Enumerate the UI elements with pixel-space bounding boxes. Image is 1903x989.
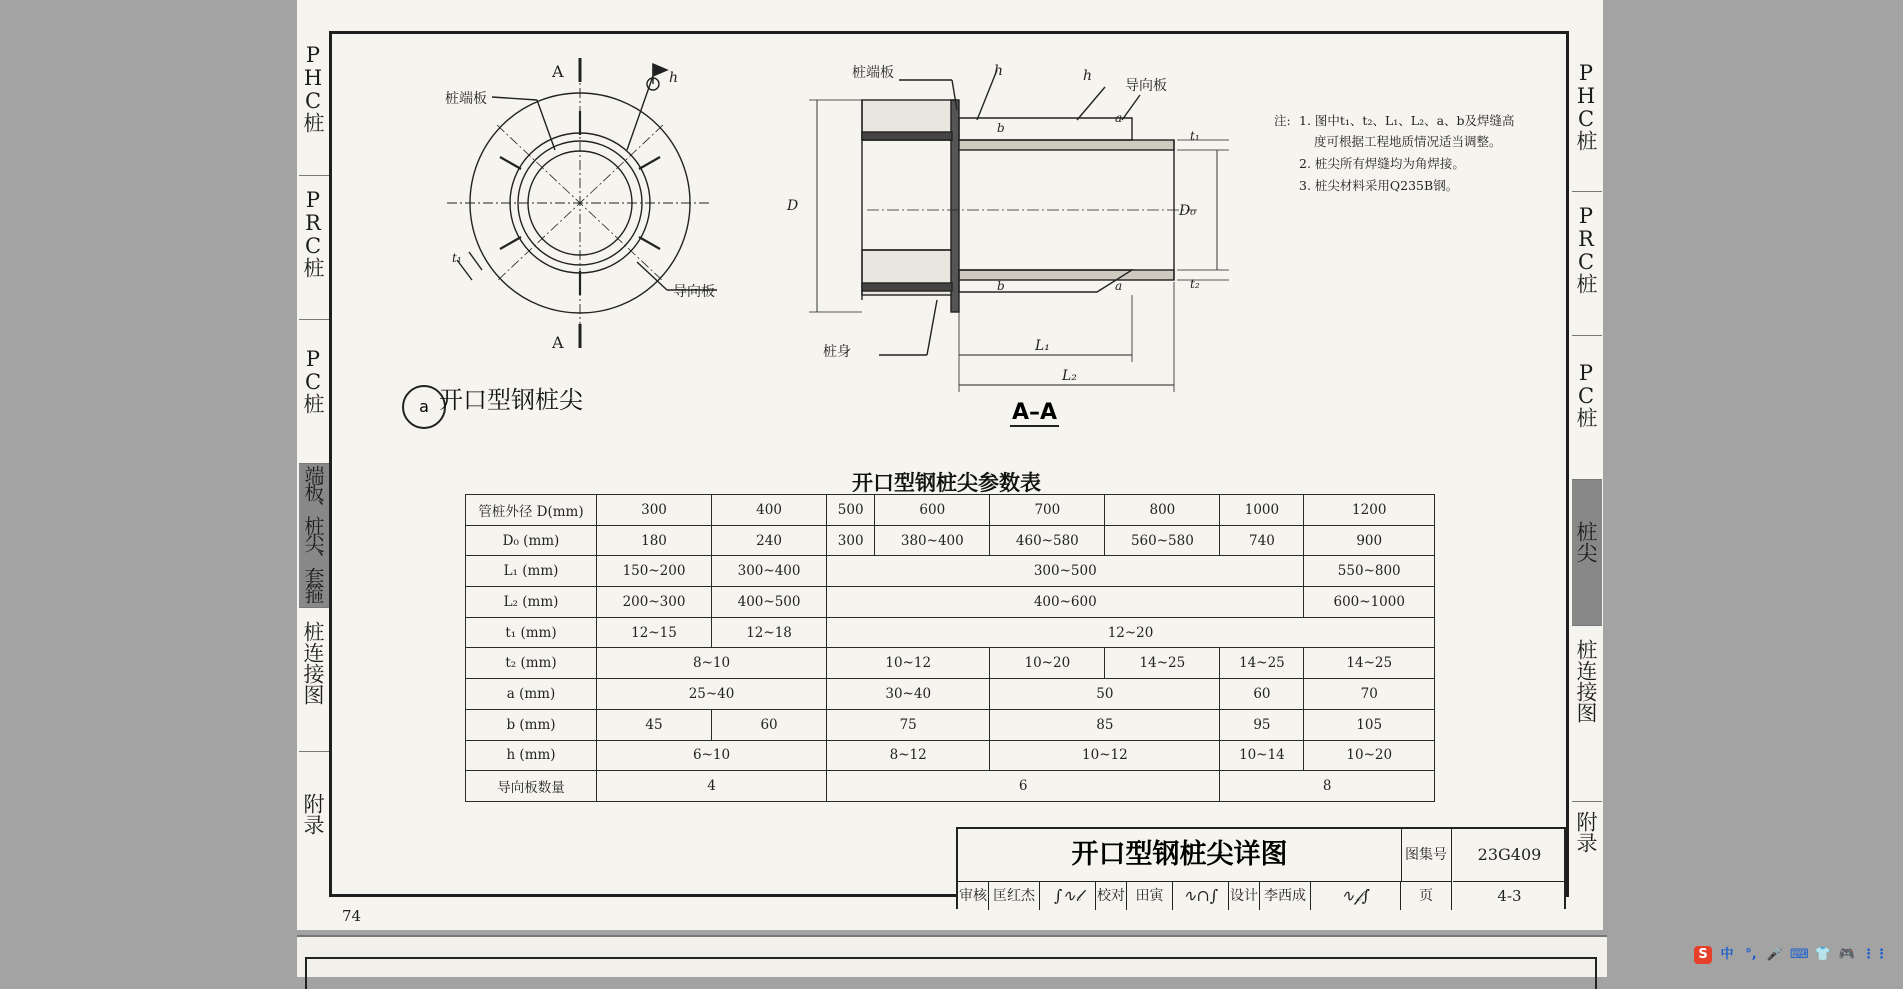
label-D0: D₀ bbox=[1179, 203, 1196, 219]
tab-end-plate[interactable]: 端板、桩尖、套箍 bbox=[301, 465, 325, 601]
title-block bbox=[956, 827, 1566, 909]
tab-right-appendix[interactable]: 附录 bbox=[1574, 811, 1598, 853]
row-label: t₁ (mm) bbox=[466, 617, 597, 648]
table-cell: 10~12 bbox=[990, 740, 1220, 771]
table-cell: 380~400 bbox=[875, 525, 990, 556]
table-row bbox=[466, 709, 1435, 740]
label-t2-section: t₂ bbox=[1190, 277, 1200, 291]
designer-signature: ∿𝒻∫ bbox=[1311, 882, 1401, 910]
label-b-top: b bbox=[997, 121, 1005, 135]
table-cell: 14~25 bbox=[1220, 648, 1304, 679]
table-cell: 14~25 bbox=[1105, 648, 1220, 679]
table-title: 开口型钢桩尖参数表 bbox=[852, 471, 1041, 495]
label-section-end-plate: 桩端板 bbox=[852, 65, 894, 81]
table-cell: 45 bbox=[597, 709, 712, 740]
table-cell: 12~18 bbox=[712, 617, 827, 648]
table-cell: 300 bbox=[597, 495, 712, 526]
tab-right-prc[interactable]: PRC桩 bbox=[1574, 204, 1598, 293]
table-cell: 60 bbox=[1220, 679, 1304, 710]
page-number: 74 bbox=[342, 907, 362, 925]
table-row bbox=[466, 771, 1435, 802]
menu-grid-icon[interactable]: ⋮⋮ bbox=[1862, 947, 1888, 962]
checker-name: 田寅 bbox=[1127, 882, 1173, 910]
check-label: 校对 bbox=[1096, 882, 1127, 910]
table-cell: 105 bbox=[1304, 709, 1435, 740]
label-h1: h bbox=[994, 63, 1004, 79]
table-cell: 200~300 bbox=[597, 587, 712, 618]
page-label: 页 bbox=[1401, 882, 1452, 910]
table-cell: 6 bbox=[827, 771, 1220, 802]
row-label: 管桩外径 D(mm) bbox=[466, 495, 597, 526]
row-label: D₀ (mm) bbox=[466, 525, 597, 556]
table-cell: 1000 bbox=[1220, 495, 1304, 526]
sogou-ime-icon[interactable]: S bbox=[1694, 946, 1712, 964]
table-cell: 30~40 bbox=[827, 679, 990, 710]
table-row bbox=[466, 740, 1435, 771]
tab-connection[interactable]: 桩连接图 bbox=[301, 621, 325, 705]
parameter-table bbox=[465, 494, 1435, 802]
note-line-2: 度可根据工程地质情况适当调整。 bbox=[1314, 134, 1502, 149]
row-label: a (mm) bbox=[466, 679, 597, 710]
table-cell: 70 bbox=[1304, 679, 1435, 710]
table-cell: 60 bbox=[712, 709, 827, 740]
punctuation-icon[interactable]: °, bbox=[1745, 947, 1757, 962]
table-cell: 6~10 bbox=[597, 740, 827, 771]
table-row bbox=[466, 617, 1435, 648]
table-cell: 800 bbox=[1105, 495, 1220, 526]
tab-right-connection[interactable]: 桩连接图 bbox=[1574, 639, 1598, 723]
table-cell: 8~10 bbox=[597, 648, 827, 679]
tab-right-pc[interactable]: PC桩 bbox=[1574, 361, 1598, 427]
tab-pc[interactable]: PC桩 bbox=[301, 347, 325, 413]
tab-right-tip[interactable]: 桩尖 bbox=[1574, 521, 1598, 563]
table-row bbox=[466, 648, 1435, 679]
table-cell: 400 bbox=[712, 495, 827, 526]
table-cell: 300~400 bbox=[712, 556, 827, 587]
table-cell: 900 bbox=[1304, 525, 1435, 556]
table-cell: 500 bbox=[827, 495, 875, 526]
label-section-guide-plate: 导向板 bbox=[1125, 78, 1167, 94]
row-label: b (mm) bbox=[466, 709, 597, 740]
table-cell: 300~500 bbox=[827, 556, 1304, 587]
table-cell: 8 bbox=[1220, 771, 1435, 802]
label-t1-section: t₁ bbox=[1190, 129, 1200, 143]
table-row bbox=[466, 587, 1435, 618]
table-cell: 240 bbox=[712, 525, 827, 556]
table-cell: 600~1000 bbox=[1304, 587, 1435, 618]
tab-appendix[interactable]: 附录 bbox=[301, 793, 325, 835]
label-a-bottom: a bbox=[1115, 279, 1123, 293]
table-cell: 10~20 bbox=[1304, 740, 1435, 771]
table-cell: 12~20 bbox=[827, 617, 1435, 648]
table-cell: 75 bbox=[827, 709, 990, 740]
row-label: t₂ (mm) bbox=[466, 648, 597, 679]
label-t1-plan: t₁ bbox=[452, 251, 462, 265]
note-line-4: 3. 桩尖材料采用Q235B钢。 bbox=[1299, 178, 1459, 193]
table-row bbox=[466, 525, 1435, 556]
table-cell: 8~12 bbox=[827, 740, 990, 771]
skin-icon[interactable]: 👕 bbox=[1814, 947, 1832, 962]
table-cell: 4 bbox=[597, 771, 827, 802]
row-label: 导向板数量 bbox=[466, 771, 597, 802]
label-L1: L₁ bbox=[1035, 338, 1050, 354]
keyboard-icon[interactable]: ⌨ bbox=[1790, 947, 1809, 962]
table-cell: 180 bbox=[597, 525, 712, 556]
table-cell: 460~580 bbox=[990, 525, 1105, 556]
table-cell: 1200 bbox=[1304, 495, 1435, 526]
label-b-bottom: b bbox=[997, 279, 1005, 293]
table-cell: 50 bbox=[990, 679, 1220, 710]
table-cell: 700 bbox=[990, 495, 1105, 526]
next-page-edge bbox=[297, 935, 1607, 977]
table-cell: 10~20 bbox=[990, 648, 1105, 679]
ime-toolbar[interactable] bbox=[1692, 944, 1903, 969]
note-line-1: 1. 图中t₁、t₂、L₁、L₂、a、b及焊缝高 bbox=[1299, 113, 1515, 128]
title-block-title: 开口型钢桩尖详图 bbox=[958, 829, 1402, 882]
table-row bbox=[466, 556, 1435, 587]
label-pile-end-plate: 桩端板 bbox=[445, 91, 487, 107]
table-cell: 12~15 bbox=[597, 617, 712, 648]
tab-right-phc[interactable]: PHC桩 bbox=[1574, 61, 1598, 150]
label-D: D bbox=[787, 198, 799, 214]
checker-signature: ∿∩∫ bbox=[1173, 882, 1229, 910]
table-cell: 740 bbox=[1220, 525, 1304, 556]
table-cell: 300 bbox=[827, 525, 875, 556]
atlas-number: 23G409 bbox=[1453, 829, 1566, 882]
table-cell: 550~800 bbox=[1304, 556, 1435, 587]
section-title: A–A bbox=[1012, 400, 1058, 425]
atlas-label: 图集号 bbox=[1401, 829, 1452, 882]
chinese-mode-icon[interactable]: 中 bbox=[1720, 947, 1734, 962]
table-cell: 85 bbox=[990, 709, 1220, 740]
reviewer-name: 匡红杰 bbox=[989, 882, 1040, 910]
table-cell: 25~40 bbox=[597, 679, 827, 710]
page-code: 4-3 bbox=[1497, 887, 1522, 905]
tab-phc[interactable]: PHC桩 bbox=[301, 43, 325, 132]
row-label: L₁ (mm) bbox=[466, 556, 597, 587]
row-label: h (mm) bbox=[466, 740, 597, 771]
section-mark-bottom: A bbox=[552, 333, 564, 352]
design-label: 设计 bbox=[1229, 882, 1260, 910]
table-cell: 400~500 bbox=[712, 587, 827, 618]
row-label: L₂ (mm) bbox=[466, 587, 597, 618]
label-h2: h bbox=[1083, 68, 1093, 84]
table-cell: 10~12 bbox=[827, 648, 990, 679]
detail-mark-circle: a bbox=[402, 385, 446, 429]
label-guide-plate: 导向板 bbox=[673, 284, 715, 300]
table-cell: 150~200 bbox=[597, 556, 712, 587]
designer-name: 李西成 bbox=[1260, 882, 1311, 910]
drawing-page bbox=[297, 0, 1603, 930]
table-cell: 95 bbox=[1220, 709, 1304, 740]
table-cell: 600 bbox=[875, 495, 990, 526]
review-label: 审核 bbox=[958, 882, 989, 910]
table-row bbox=[466, 495, 1435, 526]
label-pile-body: 桩身 bbox=[823, 344, 851, 360]
game-icon[interactable]: 🎮 bbox=[1838, 947, 1856, 962]
label-weld-h: h bbox=[669, 70, 679, 86]
label-a-top: a bbox=[1115, 111, 1123, 125]
microphone-icon[interactable]: 🎤 bbox=[1766, 947, 1784, 962]
table-cell: 10~14 bbox=[1220, 740, 1304, 771]
notes-prefix: 注: bbox=[1274, 113, 1291, 128]
reviewer-signature: ∫∿𝓁 bbox=[1040, 882, 1096, 910]
table-cell: 14~25 bbox=[1304, 648, 1435, 679]
detail-title: 开口型钢桩尖 bbox=[439, 386, 583, 414]
table-row bbox=[466, 679, 1435, 710]
section-mark-top: A bbox=[552, 62, 564, 81]
table-cell: 560~580 bbox=[1105, 525, 1220, 556]
tab-prc[interactable]: PRC桩 bbox=[301, 188, 325, 277]
label-L2: L₂ bbox=[1062, 368, 1077, 384]
note-line-3: 2. 桩尖所有焊缝均为角焊接。 bbox=[1299, 156, 1465, 171]
table-cell: 400~600 bbox=[827, 587, 1304, 618]
